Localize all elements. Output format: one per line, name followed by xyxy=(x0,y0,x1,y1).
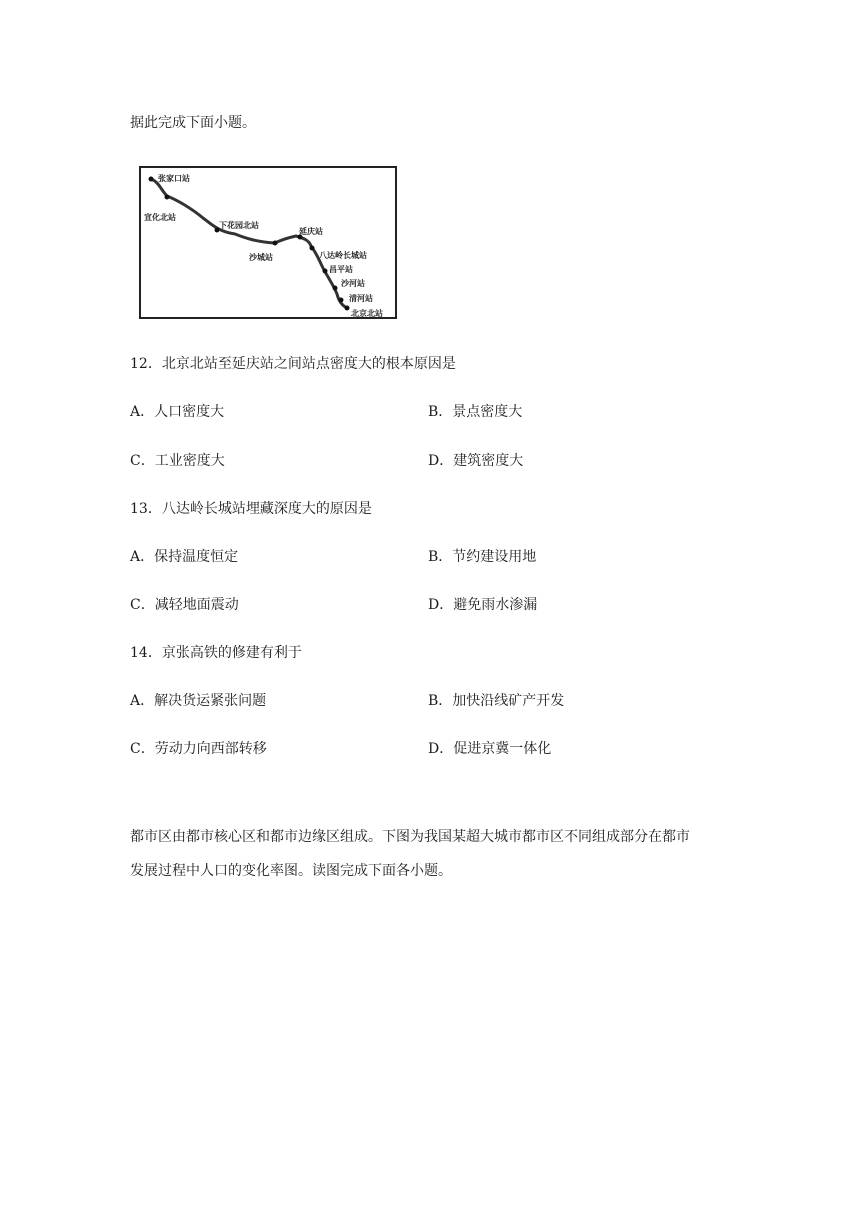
option-12-b: B．景点密度大 xyxy=(428,404,523,420)
station-dot xyxy=(273,241,278,246)
option-14-c: C．劳动力向西部转移 xyxy=(130,741,267,757)
station-dot xyxy=(333,286,338,291)
station-dot xyxy=(165,195,170,200)
question-13-stem: 13．八达岭长城站埋藏深度大的原因是 xyxy=(130,501,372,517)
railway-map xyxy=(139,166,397,319)
option-13-b: B．节约建设用地 xyxy=(428,549,537,565)
station-label: 昌平站 xyxy=(329,265,353,274)
station-label: 清河站 xyxy=(349,294,373,303)
railway-route-diagram xyxy=(141,168,397,319)
railway-line xyxy=(151,179,347,308)
intro-text: 据此完成下面小题。 xyxy=(130,115,256,131)
option-14-b: B．加快沿线矿产开发 xyxy=(428,693,565,709)
station-dot xyxy=(339,298,344,303)
station-label: 沙河站 xyxy=(341,279,365,288)
option-14-d: D．促进京冀一体化 xyxy=(428,741,552,757)
question-12-stem: 12．北京北站至延庆站之间站点密度大的根本原因是 xyxy=(130,356,456,372)
option-12-c: C．工业密度大 xyxy=(130,453,225,469)
station-dot xyxy=(310,246,315,251)
station-dot xyxy=(345,306,350,311)
station-dot xyxy=(149,177,154,182)
option-12-d: D．建筑密度大 xyxy=(428,453,524,469)
station-label: 张家口站 xyxy=(158,174,190,183)
question-14-stem: 14．京张高铁的修建有利于 xyxy=(130,645,302,661)
station-label: 下花园北站 xyxy=(219,221,259,230)
option-13-c: C．减轻地面震动 xyxy=(130,597,239,613)
intro-paragraph-line-1: 都市区由都市核心区和都市边缘区组成。下图为我国某超大城市都市区不同组成部分在都市 xyxy=(130,829,690,845)
station-dot xyxy=(323,269,328,274)
station-label: 宣化北站 xyxy=(144,213,176,222)
station-label: 沙城站 xyxy=(249,253,273,262)
option-13-d: D．避免雨水渗漏 xyxy=(428,597,538,613)
option-14-a: A．解决货运紧张问题 xyxy=(130,693,267,709)
intro-paragraph-line-2: 发展过程中人口的变化率图。读图完成下面各小题。 xyxy=(130,863,452,879)
station-label: 八达岭长城站 xyxy=(319,251,367,260)
station-label: 北京北站 xyxy=(351,309,383,318)
option-12-a: A．人口密度大 xyxy=(130,404,225,420)
station-label: 延庆站 xyxy=(299,227,323,236)
option-13-a: A．保持温度恒定 xyxy=(130,549,239,565)
